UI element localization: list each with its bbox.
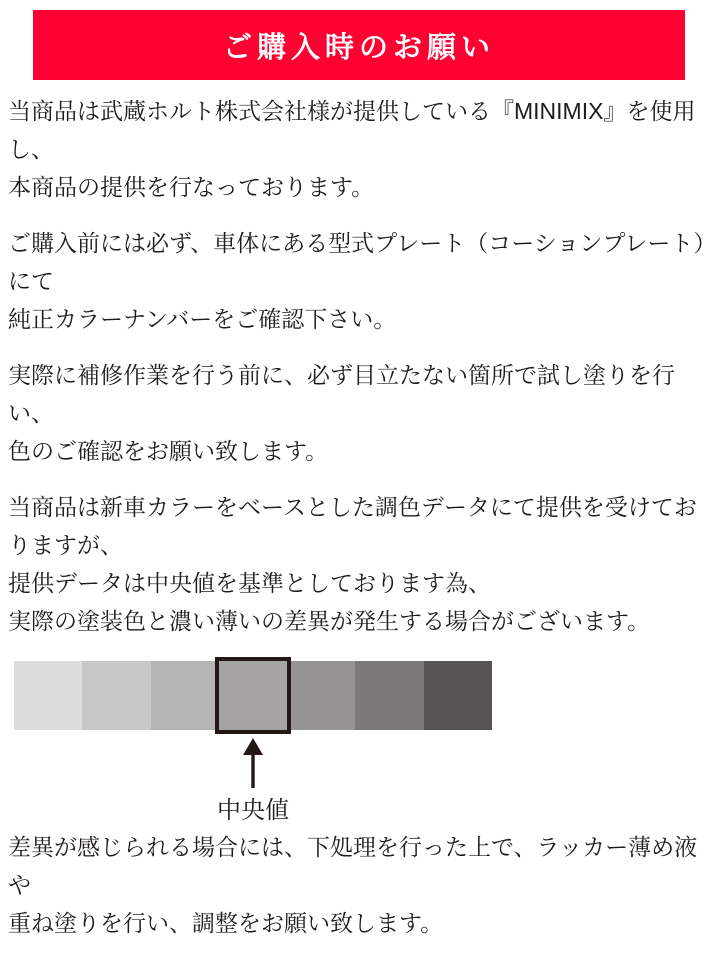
median-label: 中央値 — [217, 797, 290, 824]
text-line: 純正カラーナンバーをご確認下さい。 — [8, 306, 397, 332]
notice-paragraph — [8, 224, 712, 338]
text-line: 本商品の提供を行なっております。 — [8, 174, 375, 200]
text-line: 当商品は武蔵ホルト株式会社様が提供している『MINIMIX』を使用し、 — [8, 98, 696, 162]
notice-content — [8, 92, 712, 960]
color-swatch — [151, 661, 219, 730]
notice-paragraph — [8, 92, 712, 206]
color-swatch — [424, 661, 492, 730]
banner-title: ご購入時のお願い — [222, 31, 495, 64]
up-arrow-icon — [242, 738, 264, 788]
notice-paragraph — [8, 828, 712, 942]
color-swatch — [82, 661, 150, 730]
color-swatch — [355, 661, 423, 730]
notice-banner — [33, 10, 685, 80]
color-swatch — [14, 661, 82, 730]
text-line: 色のご確認をお願い致します。 — [8, 438, 329, 464]
median-swatch-highlight — [215, 657, 291, 734]
text-line: 実際に補修作業を行う前に、必ず目立たない箇所で試し塗りを行い、 — [8, 362, 675, 426]
text-line: 実際の塗装色と濃い薄いの差異が発生する場合がございます。 — [8, 608, 651, 634]
text-line: 差異が感じられる場合には、下処理を行った上で、ラッカー薄め液や — [8, 834, 698, 898]
color-swatch — [287, 661, 355, 730]
text-line: 当商品は新車カラーをベースとした調色データにて提供を受けておりますが、 — [8, 494, 697, 558]
color-scale-figure — [8, 658, 712, 826]
text-line: 提供データは中央値を基準としております為、 — [8, 570, 491, 596]
text-line: ご購入前には必ず、車体にある型式プレート（コーションプレート）にて — [8, 230, 705, 294]
notice-paragraph — [8, 356, 712, 470]
text-line: 重ね塗りを行い、調整をお願い致します。 — [8, 910, 444, 936]
notice-paragraph — [8, 488, 712, 640]
